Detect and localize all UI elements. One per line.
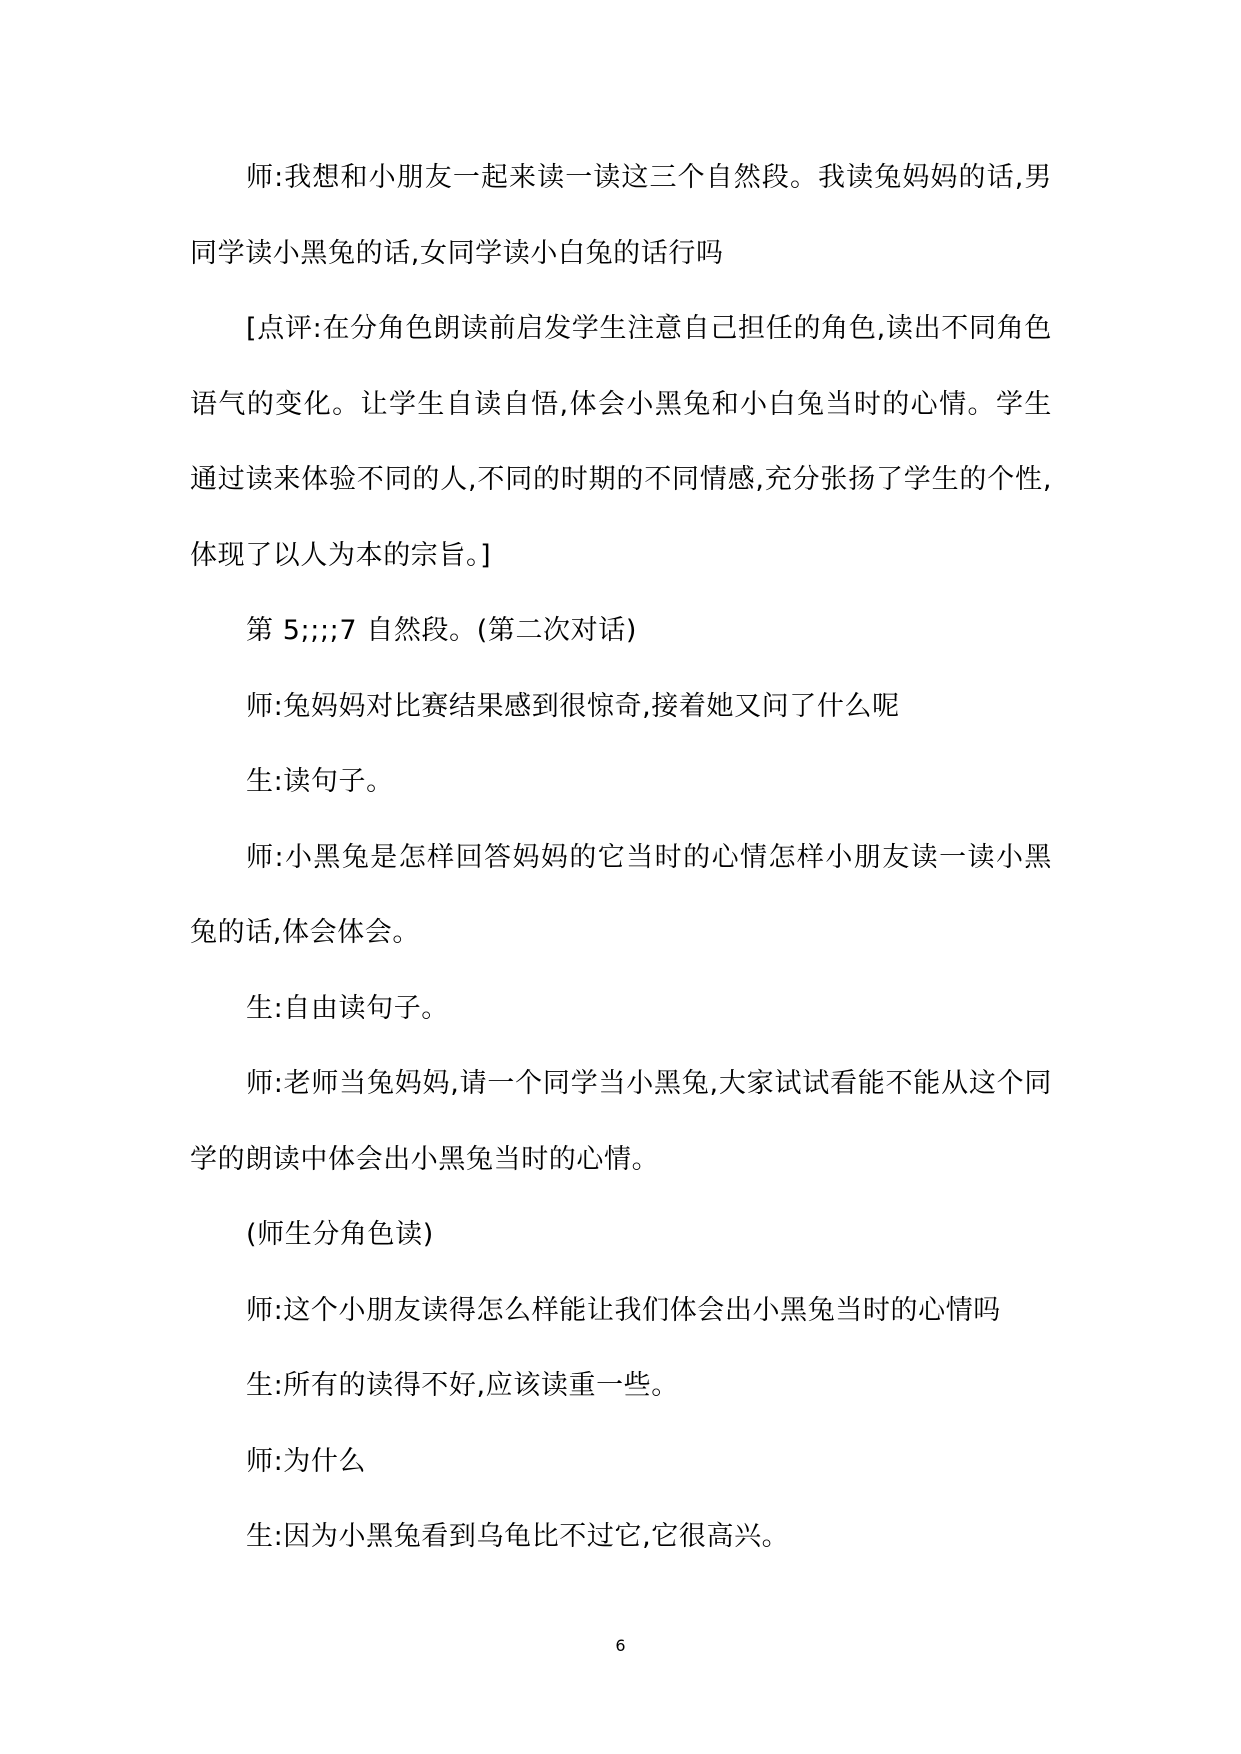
paragraph-commentary: [点评:在分角色朗读前启发学生注意自己担任的角色,读出不同角色语气的变化。让学生自读自悟,体会小黑兔和小白兔当时的心情。学生通过读来体验不同的人,不同的时期的不同情感,充分张扬了学生的个性,体现了以人为本的宗旨。] bbox=[190, 313, 1052, 571]
paragraph-teacher-why: 师:为什么 bbox=[246, 1445, 367, 1477]
document-body bbox=[190, 140, 1052, 1575]
paragraph-teacher-question: 师:兔妈妈对比赛结果感到很惊奇,接着她又问了什么呢 bbox=[246, 690, 900, 722]
paragraph-teacher-how-answer: 师:小黑兔是怎样回答妈妈的它当时的心情怎样小朋友读一读小黑兔的话,体会体会。 bbox=[190, 841, 1052, 948]
paragraph-teacher-invite-reading: 师:我想和小朋友一起来读一读这三个自然段。我读兔妈妈的话,男同学读小黑兔的话,女同学读小白兔的话行吗 bbox=[190, 162, 1052, 269]
paragraph-student-free-read: 生:自由读句子。 bbox=[246, 992, 449, 1024]
paragraph-teacher-role-play: 师:老师当兔妈妈,请一个同学当小黑兔,大家试试看能不能从这个同学的朗读中体会出小黑兔当时的心情。 bbox=[190, 1068, 1052, 1175]
paragraph-student-critique: 生:所有的读得不好,应该读重一些。 bbox=[246, 1370, 679, 1401]
paragraph-student-read: 生:读句子。 bbox=[246, 766, 394, 797]
paragraph-teacher-evaluate: 师:这个小朋友读得怎么样能让我们体会出小黑兔当时的心情吗 bbox=[246, 1294, 1001, 1326]
page-number: 6 bbox=[615, 1636, 626, 1655]
paragraph-student-reason: 生:因为小黑兔看到乌龟比不过它,它很高兴。 bbox=[246, 1521, 790, 1552]
paragraph-section-heading: 第 5;;;;7 自然段。(第二次对话) bbox=[246, 615, 637, 646]
paragraph-role-reading-note: (师生分角色读) bbox=[246, 1219, 434, 1250]
